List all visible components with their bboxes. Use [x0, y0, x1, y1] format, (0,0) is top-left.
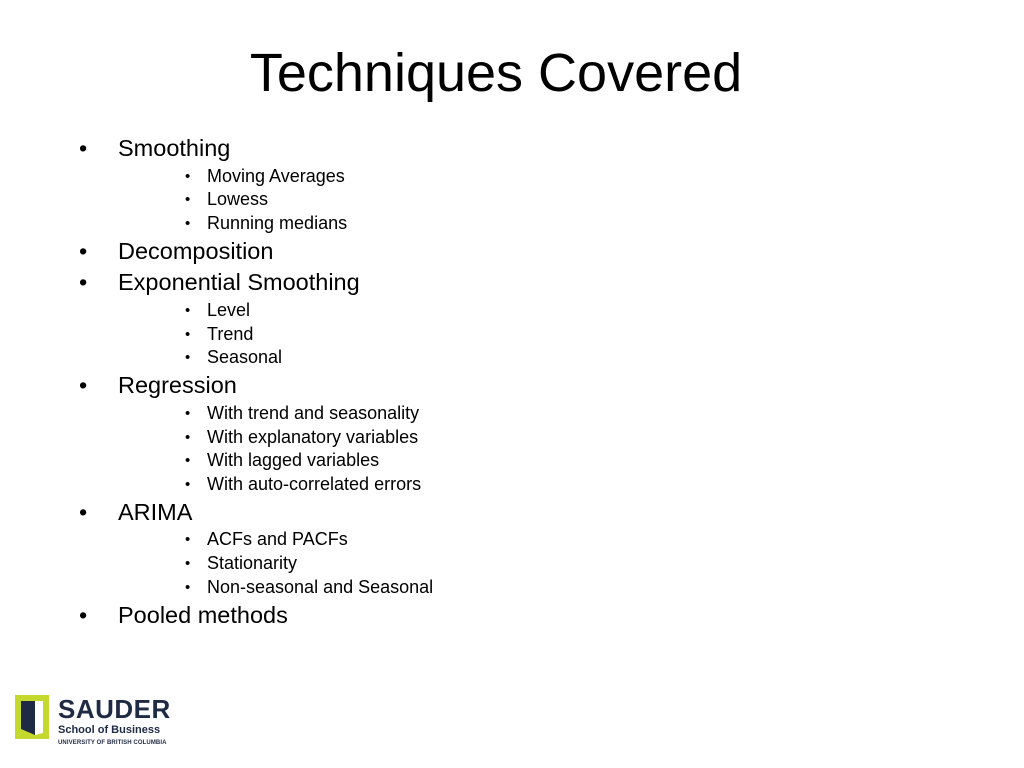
bullet-label: Running medians — [207, 213, 348, 234]
bullet-icon: • — [185, 325, 191, 343]
bullet-item — [0, 267, 1024, 299]
bullet-icon: • — [185, 349, 191, 367]
bullet-outline — [0, 133, 1024, 631]
bullet-label: Lowess — [207, 189, 269, 210]
logo-university: UNIVERSITY OF BRITISH COLUMBIA — [58, 740, 167, 746]
bullet-icon: • — [79, 601, 88, 628]
bullet-label: Exponential Smoothing — [118, 269, 360, 296]
bullet-label: Stationarity — [207, 553, 298, 574]
bullet-icon: • — [185, 452, 191, 470]
sub-bullet-item — [0, 323, 1024, 347]
sub-bullet-item — [0, 165, 1024, 189]
bullet-label: Seasonal — [207, 347, 283, 368]
bullet-label: ARIMA — [118, 498, 193, 525]
sub-bullet-item — [0, 299, 1024, 323]
bullet-icon: • — [185, 579, 191, 597]
sub-bullet-item — [0, 402, 1024, 426]
bullet-icon: • — [79, 135, 88, 161]
bullet-label: Regression — [118, 372, 237, 399]
bullet-label: ACFs and PACFs — [207, 529, 348, 550]
sub-bullet-item — [0, 528, 1024, 552]
bullet-icon: • — [185, 215, 191, 233]
bullet-icon: • — [185, 301, 191, 319]
bullet-label: Smoothing — [118, 135, 231, 161]
bullet-label: Level — [207, 299, 251, 320]
bullet-icon: • — [185, 531, 191, 549]
sub-bullet-item — [0, 188, 1024, 212]
bullet-icon: • — [79, 498, 88, 525]
sub-bullet-item — [0, 346, 1024, 370]
bullet-icon: • — [185, 404, 191, 422]
bullet-item — [0, 497, 1024, 529]
slide-title: Techniques Covered — [249, 43, 743, 103]
bullet-icon: • — [185, 476, 191, 494]
bullet-icon: • — [79, 372, 88, 399]
bullet-label: With explanatory variables — [207, 426, 419, 447]
sauder-logo — [15, 693, 171, 751]
sub-bullet-item — [0, 212, 1024, 236]
bullet-label: Trend — [207, 323, 254, 344]
sub-bullet-item — [0, 449, 1024, 473]
bullet-label: With lagged variables — [207, 450, 380, 471]
bullet-icon: • — [79, 237, 88, 264]
logo-name: SAUDER — [58, 694, 171, 724]
bullet-item — [0, 600, 1024, 632]
bullet-icon: • — [79, 269, 88, 296]
bullet-icon: • — [185, 191, 191, 209]
sub-bullet-item — [0, 473, 1024, 497]
bullet-item — [0, 236, 1024, 268]
bullet-label: Moving Averages — [207, 165, 345, 186]
bullet-icon: • — [185, 555, 191, 573]
bullet-item — [0, 133, 1024, 165]
bullet-label: Pooled methods — [118, 601, 288, 628]
sauder-logo-mark-icon — [15, 695, 49, 739]
sub-bullet-item — [0, 426, 1024, 450]
bullet-label: Non-seasonal and Seasonal — [207, 577, 434, 598]
sub-bullet-item — [0, 552, 1024, 576]
sub-bullet-item — [0, 576, 1024, 600]
bullet-label: With trend and seasonality — [207, 402, 420, 423]
bullet-item — [0, 370, 1024, 402]
bullet-icon: • — [185, 428, 191, 446]
bullet-label: Decomposition — [118, 237, 274, 264]
bullet-label: With auto-correlated errors — [207, 474, 422, 495]
bullet-icon: • — [185, 167, 191, 185]
logo-subtitle: School of Business — [58, 724, 161, 736]
